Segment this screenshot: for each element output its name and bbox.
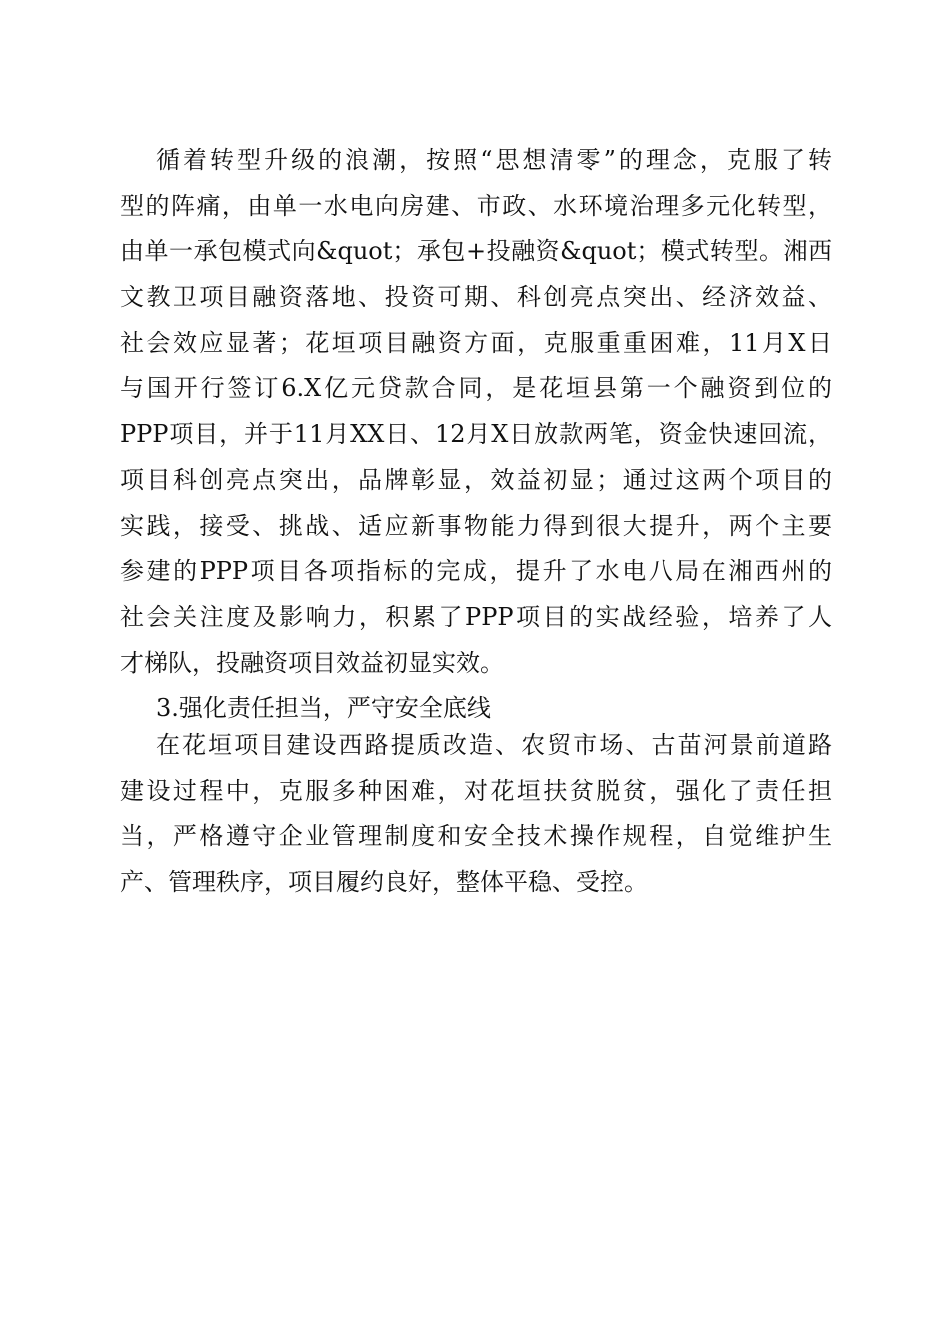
paragraph-line: 型的阵痛，由单一水电向房建、市政、水环境治理多元化转型， [120,191,832,220]
paragraph-line: 由单一承包模式向&quot；承包+投融资&quot；模式转型。湘西 [120,237,832,266]
paragraph-line: 社会关注度及影响力，积累了PPP项目的实战经验，培养了人 [120,602,832,631]
paragraph-line: 产、管理秩序，项目履约良好，整体平稳、受控。 [120,868,648,897]
paragraph-line: 才梯队，投融资项目效益初显实效。 [120,648,504,677]
paragraph-2 [120,723,832,906]
paragraph-line: 循着转型升级的浪潮，按照“思想清零”的理念，克服了转 [156,146,832,174]
paragraph-line: 项目科创亮点突出，品牌彰显，效益初显；通过这两个项目的 [120,465,832,494]
paragraph-line: 实践，接受、挑战、适应新事物能力得到很大提升，两个主要 [120,511,832,540]
section-heading: 3.强化责任担当，严守安全底线 [156,694,491,723]
paragraph-line: 与国开行签订6.X亿元贷款合同，是花垣县第一个融资到位的 [120,374,832,403]
paragraph-1 [120,138,832,732]
paragraph-line: 当，严格遵守企业管理制度和安全技术操作规程，自觉维护生 [120,822,832,851]
paragraph-line: 社会效应显著；花垣项目融资方面，克服重重困难，11月X日 [120,328,832,357]
paragraph-line: 建设过程中，克服多种困难，对花垣扶贫脱贫，强化了责任担 [120,776,832,805]
paragraph-line: 在花垣项目建设西路提质改造、农贸市场、古苗河景前道路 [156,731,832,759]
paragraph-line: 文教卫项目融资落地、投资可期、科创亮点突出、经济效益、 [120,283,832,312]
paragraph-line: 参建的PPP项目各项指标的完成，提升了水电八局在湘西州的 [120,557,832,586]
paragraph-line: PPP项目，并于11月XX日、12月X日放款两笔，资金快速回流， [120,420,832,449]
